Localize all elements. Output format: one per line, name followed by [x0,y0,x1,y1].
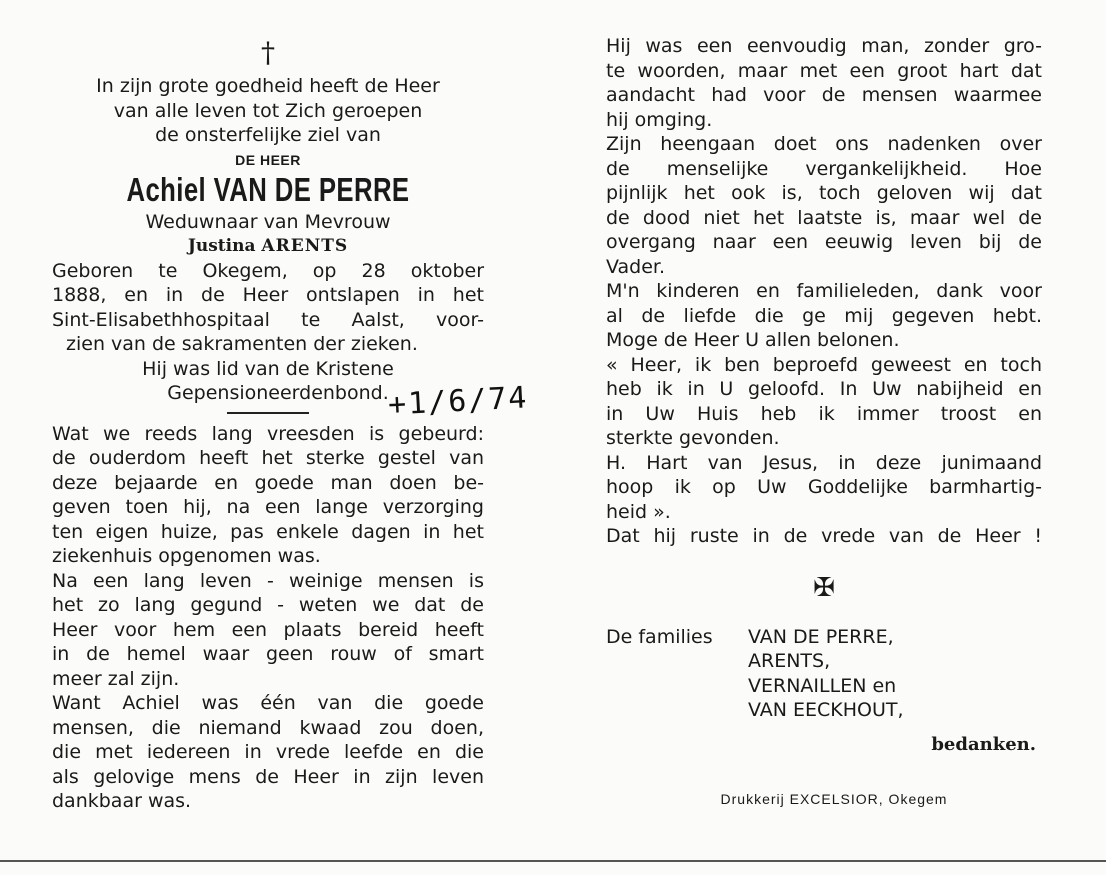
intro-line: de onsterfelijke ziel van [155,124,381,146]
printer-credit: Drukkerij EXCELSIOR, Okegem [720,791,948,807]
final-line [606,524,1042,549]
handwritten-date: +1/6/74 [387,380,530,423]
text-line: ten eigen huize, pas enkele dagen in het [52,520,484,543]
text-line: de dood niet het laatste is, maar wel de [606,206,1042,229]
family-name: VAN EECKHOUT, [748,699,904,721]
text-line: die met iedereen in vrede leefde en die [52,741,484,763]
family-name: VAN DE PERRE, [748,625,894,648]
text-line: heb ik in U geloofd. In Uw nabijheid en [606,378,1042,400]
text-line: Want Achiel was één van die goede [52,692,484,714]
birth-paragraph [52,259,484,357]
cross-icon: † [261,36,275,69]
spouse-first-name: Justina [187,236,256,256]
text-line: Zijn heengaan doet ons nadenken over [606,133,1042,155]
text-line: Moge de Heer U allen belonen. [606,329,900,351]
text-line: M'n kinderen en familieleden, dank voor [606,280,1042,302]
family-name: VERNAILLEN en [748,674,897,697]
text-line: aandacht had voor de mensen waarmee [606,84,1042,106]
text-line: Vader. [606,255,666,278]
paragraph-2 [52,569,484,692]
text-line: 1888, en in de Heer ontslapen in het [52,284,484,306]
text-line: hij omging. [606,108,713,131]
deceased-name: Achiel VAN DE PERRE [126,170,410,208]
text-line: Sint-Elisabethhospitaal te Aalst, voor- [52,308,484,331]
text-line: te woorden, maar met een groot hart dat [606,59,1042,82]
text-line: Wat we reeds lang vreesden is gebeurd: [52,422,484,445]
text-line: in de hemel waar geen rouw of smart [52,643,484,665]
paragraph-3 [606,279,1042,353]
text-line: Geboren te Okegem, op 28 oktober [52,259,484,282]
text-line: het zo lang gegund - weten we dat de [52,594,484,616]
text-line: deze bejaarde en goede man doen be- [52,471,484,494]
text-line: de menselijke vergankelijkheid. Hoe [606,157,1042,180]
thanks: bedanken. [931,733,1036,755]
text-line: Gepensioneerdenbond. [167,382,389,404]
text-line: « Heer, ik ben beproefd geweest en toch [606,353,1042,376]
text-line: H. Hart van Jesus, in deze junimaand [606,451,1042,474]
paragraph-2 [606,132,1042,279]
intro-line: In zijn grote goedheid heeft de Heer [96,75,440,97]
text-line: overgang naar een eeuwig leven bij de [606,231,1042,253]
honorific: DE HEER [235,151,301,168]
text-line: Dat hij ruste in de vrede van de Heer ! [606,525,1042,547]
text-line: in Uw Huis heb ik immer troost en [606,402,1042,425]
text-line: ziekenhuis opgenomen was. [52,545,321,567]
widower-line: Weduwnaar van Mevrouw [145,210,391,233]
maltese-cross-icon: ✠ [813,572,835,603]
spouse-last-name: ARENTS [261,236,349,256]
right-column [606,34,1042,812]
text-line: heid ». [606,500,671,523]
text-line: Heer voor hem een plaats bereid heeft [52,618,484,641]
text-line: als gelovige mens de Heer in zijn leven [52,765,484,788]
paragraph-1 [606,34,1042,132]
paragraph-4 [606,353,1042,451]
paragraph-3 [52,691,484,814]
text-line: al de liefde die ge mij gegeven hebt. [606,304,1042,327]
spouse-name [52,234,484,259]
text-line: zien van de sakramenten der zieken. [66,333,418,355]
text-line: mensen, die niemand kwaad zou doen, [52,716,484,739]
text-line: de ouderdom heeft het sterke gestel van [52,447,484,469]
text-line: sterkte gevonden. [606,427,780,449]
text-line: Hij was een eenvoudig man, zonder gro- [606,35,1042,57]
left-column [52,34,484,814]
intro-text [52,74,484,148]
families-label: De families [606,625,713,648]
card-edge [0,860,1106,862]
text-line: pijnlijk het ook is, toch geloven wij dat [606,182,1042,204]
text-line: Na een lang leven - weinige mensen is [52,569,484,592]
intro-line: van alle leven tot Zich geroepen [113,99,423,122]
text-line: meer zal zijn. [52,667,180,690]
text-line: dankbaar was. [52,790,192,812]
paragraph-1 [52,422,484,569]
paragraph-5 [606,451,1042,525]
text-line: Hij was lid van de Kristene [142,357,394,380]
families-block [606,625,1042,723]
divider [227,412,309,414]
text-line: geven toen hij, na een lange verzorging [52,496,484,518]
family-name: ARENTS, [748,650,831,672]
text-line: hoop ik op Uw Goddelijke barmhartig- [606,476,1042,498]
